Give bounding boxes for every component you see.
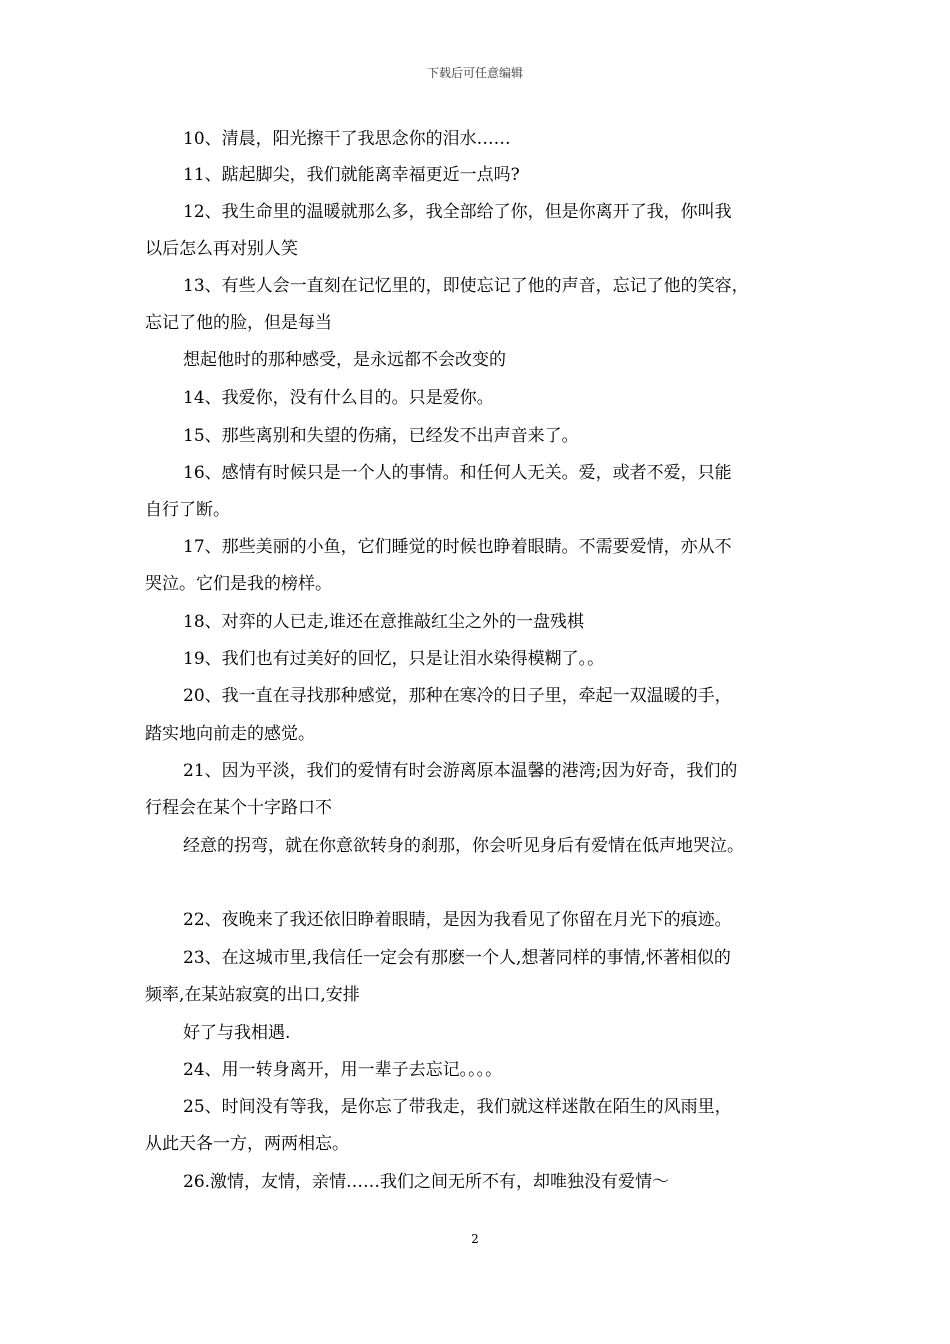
text-line: 想起他时的那种感受，是永远都不会改变的	[183, 350, 506, 370]
text-line: 13、有些人会一直刻在记忆里的，即使忘记了他的声音，忘记了他的笑容，	[183, 276, 749, 296]
text-line: 以后怎么再对别人笑	[145, 239, 298, 259]
text-line: 15、那些离别和失望的伤痛，已经发不出声音来了。	[183, 426, 579, 446]
text-line: 25、时间没有等我，是你忘了带我走，我们就这样迷散在陌生的风雨里，	[183, 1097, 732, 1117]
text-line: 24、用一转身离开，用一辈子去忘记。。。。	[183, 1060, 503, 1080]
text-line: 21、因为平淡，我们的爱情有时会游离原本温馨的港湾;因为好奇，我们的	[183, 761, 738, 781]
text-line: 哭泣。它们是我的榜样。	[145, 574, 332, 594]
text-line: 12、我生命里的温暖就那么多，我全部给了你，但是你离开了我，你叫我	[183, 202, 732, 222]
text-line: 自行了断。	[145, 500, 230, 520]
text-line: 23、在这城市里,我信任一定会有那麽一个人,想著同样的事情,怀著相似的	[183, 948, 731, 968]
text-line: 19、我们也有过美好的回忆，只是让泪水染得模糊了。。	[183, 649, 605, 669]
text-line: 忘记了他的脸，但是每当	[145, 313, 332, 333]
text-line: 17、那些美丽的小鱼，它们睡觉的时候也睁着眼睛。不需要爱情，亦从不	[183, 537, 732, 557]
text-line: 频率,在某站寂寞的出口,安排	[145, 985, 360, 1005]
text-line: 行程会在某个十字路口不	[145, 798, 332, 818]
text-line: 16、感情有时候只是一个人的事情。和任何人无关。爱，或者不爱，只能	[183, 463, 732, 483]
text-line: 14、我爱你，没有什么目的。只是爱你。	[183, 388, 494, 408]
text-line: 踏实地向前走的感觉。	[145, 724, 315, 744]
text-line: 18、对弈的人已走,谁还在意推敲红尘之外的一盘残棋	[183, 612, 585, 632]
page-number: 2	[471, 1232, 479, 1246]
text-line: 从此天各一方，两两相忘。	[145, 1134, 349, 1154]
text-line: 10、清晨，阳光擦干了我思念你的泪水……	[183, 129, 511, 149]
page-header: 下载后可任意编辑	[426, 66, 523, 80]
text-line: 22、夜晚来了我还依旧睁着眼睛，是因为我看见了你留在月光下的痕迹。	[183, 910, 732, 930]
text-line: 20、我一直在寻找那种感觉，那种在寒冷的日子里，牵起一双温暖的手，	[183, 686, 732, 706]
text-line: 26.激情，友情，亲情……我们之间无所不有，却唯独没有爱情～	[183, 1172, 670, 1192]
text-line: 好了与我相遇.	[183, 1023, 291, 1043]
text-line: 经意的拐弯，就在你意欲转身的刹那，你会听见身后有爱情在低声地哭泣。	[183, 836, 744, 856]
text-line: 11、踮起脚尖，我们就能离幸福更近一点吗?	[183, 165, 520, 185]
